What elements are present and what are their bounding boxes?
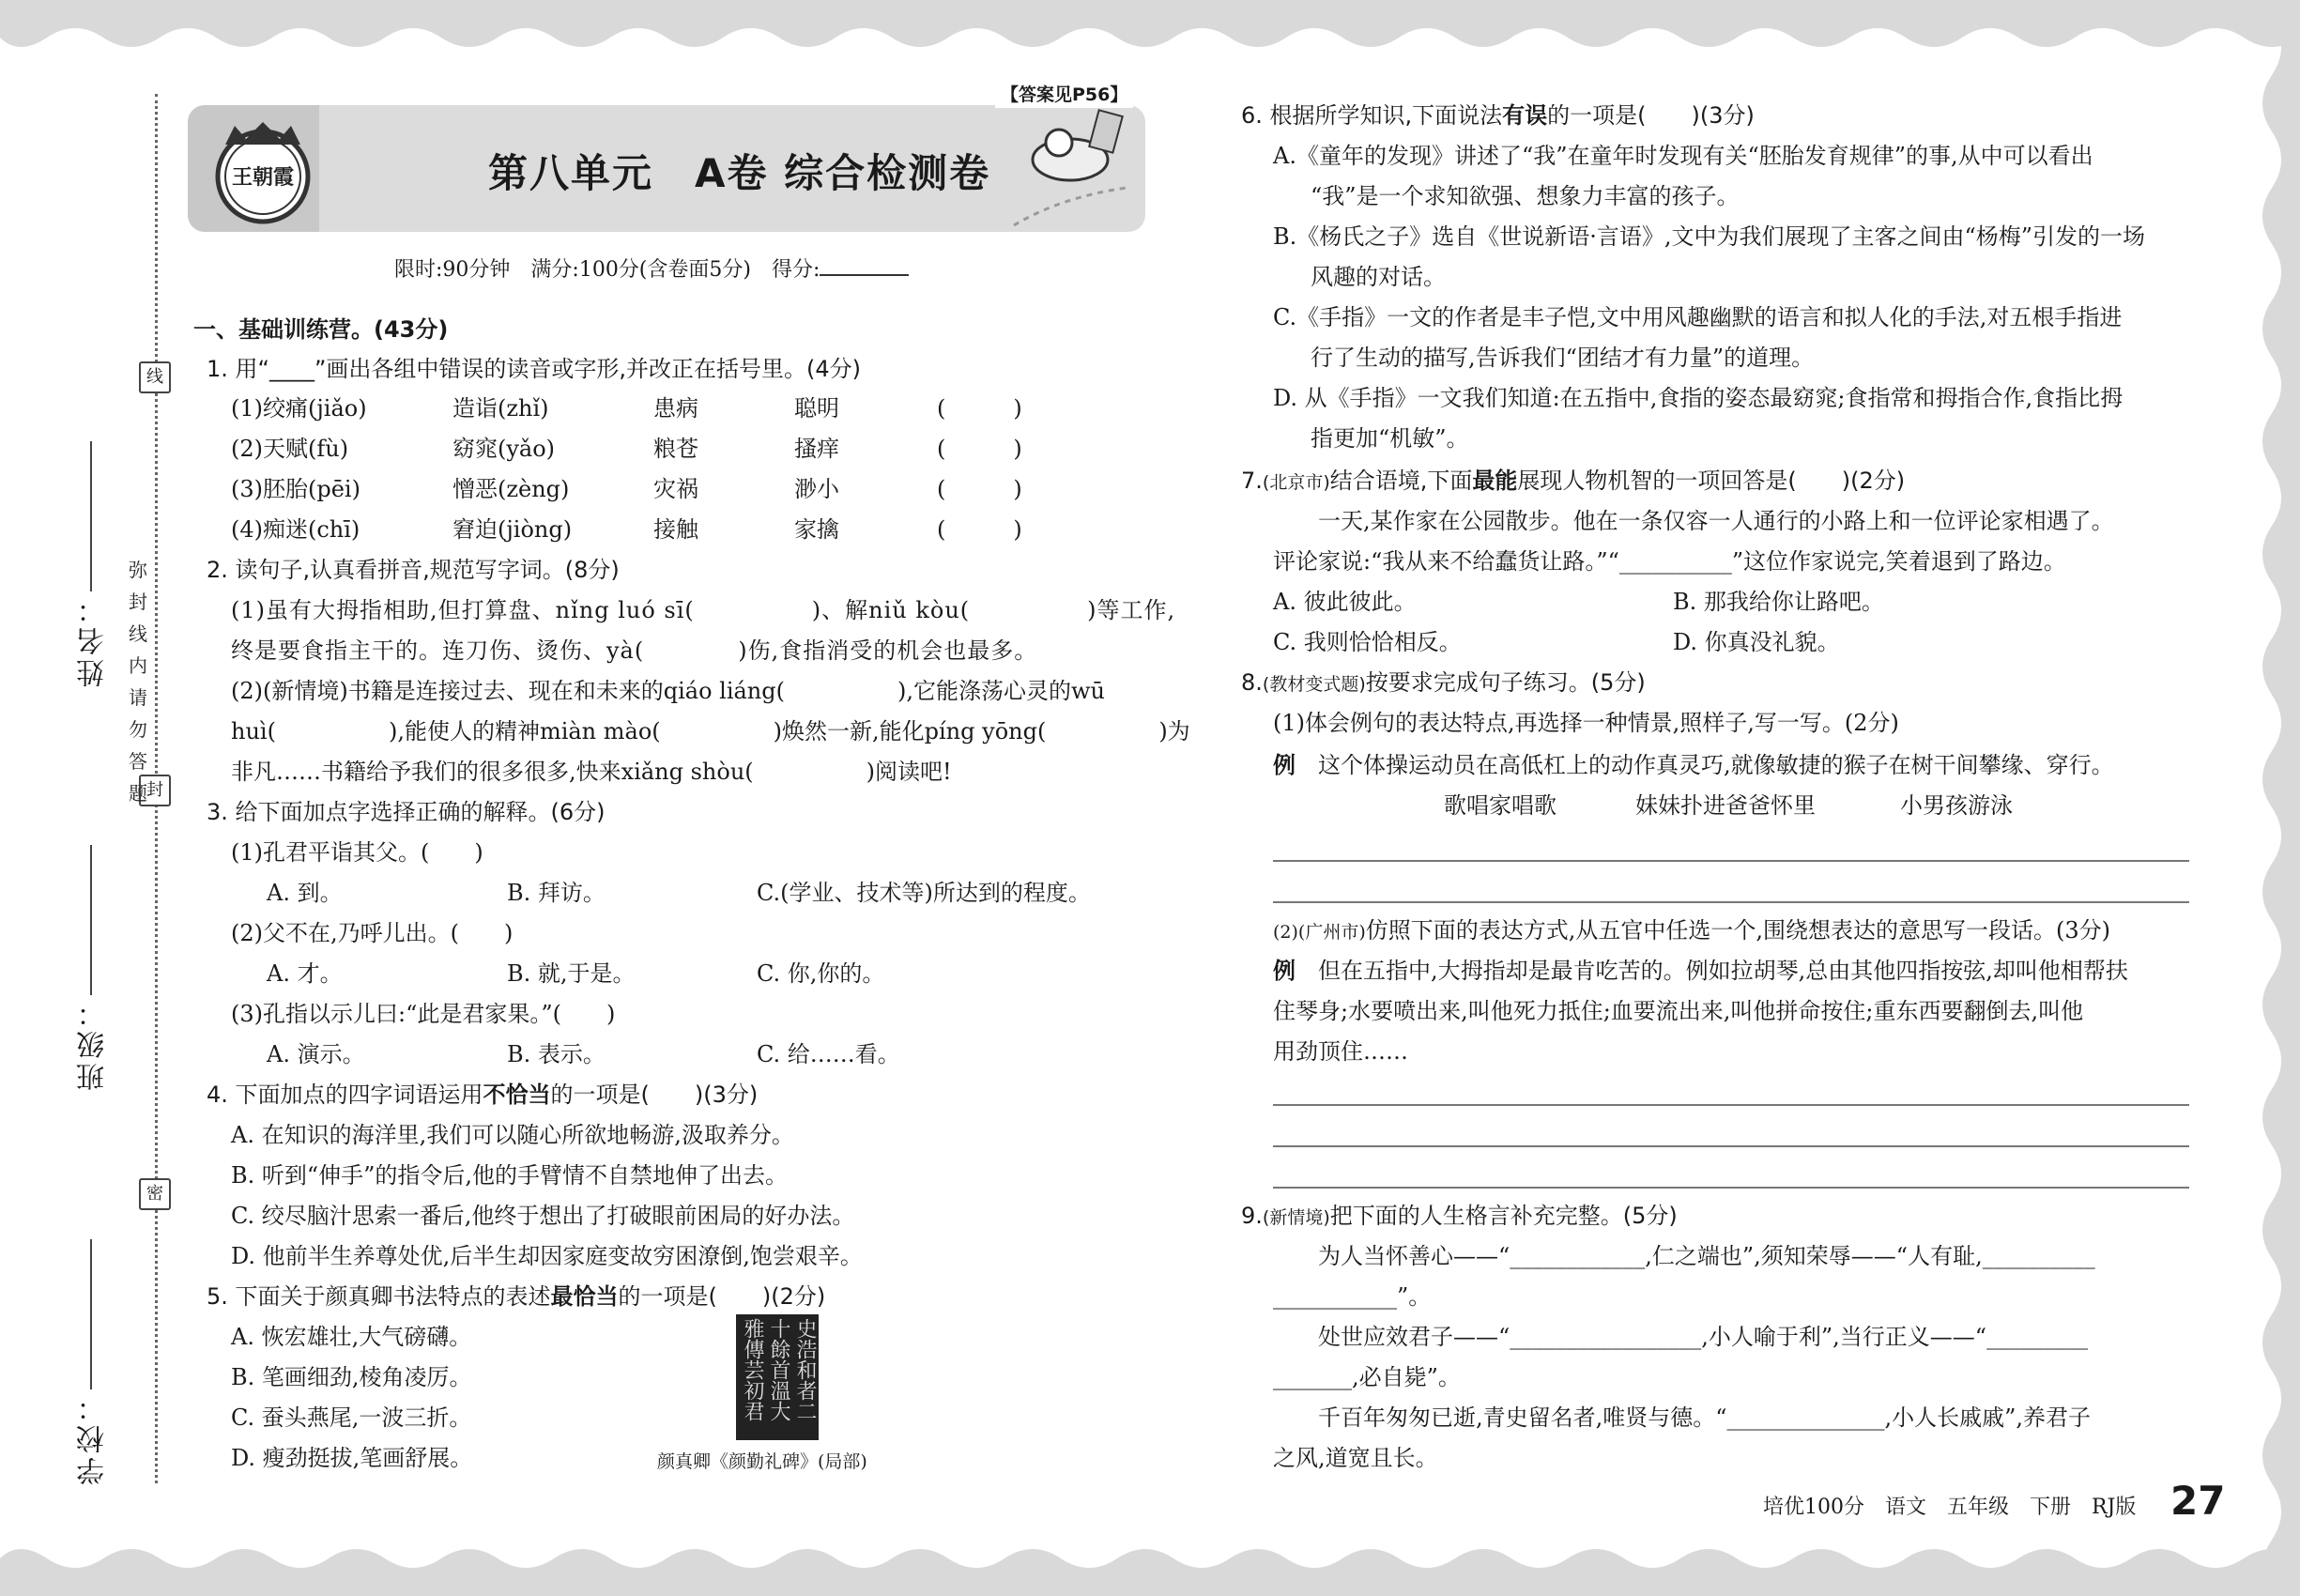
q8-2-text: 仿照下面的表达方式,从五官中任选一个,围绕想表达的意思写一段话。(3分): [1365, 917, 2111, 944]
q3-3-option-a[interactable]: A. 演示。: [267, 1041, 365, 1067]
q3-item-1: (1)孔君平诣其父。( ): [231, 839, 483, 866]
q8-2-example-line-1: [1273, 957, 2128, 985]
answer-line[interactable]: [1273, 1145, 2189, 1147]
example-label: 例: [1273, 958, 1296, 984]
q8-2-source: (2)(广州市): [1273, 922, 1366, 943]
q7-option-a[interactable]: A. 彼此彼此。: [1273, 589, 1417, 615]
name-label: 姓名：: [77, 591, 110, 687]
q1-cell: 窈窕(yǎo): [452, 436, 556, 462]
q1-cell: (3)胚胎(pēi): [231, 476, 360, 502]
answer-line[interactable]: [1273, 860, 2189, 862]
q1-cell: 家擒: [794, 516, 839, 543]
q6-option-b-cont: 风趣的对话。: [1311, 264, 1446, 290]
q8-choice-2[interactable]: 妹妹扑进爸爸怀里: [1635, 792, 1816, 819]
q7-emphasis: 最能: [1472, 468, 1518, 494]
q7-passage-1: 一天,某作家在公园散步。他在一条仅容一人通行的小路上和一位评论家相遇了。: [1318, 508, 2114, 534]
school-label: 学校：: [77, 1389, 110, 1485]
book-info: 培优100分 语文 五年级 下册 RJ版: [1763, 1496, 2137, 1519]
q8-choice-1[interactable]: 歌唱家唱歌: [1444, 792, 1556, 819]
q5-option-b[interactable]: B. 笔画细劲,棱角凌厉。: [231, 1364, 472, 1390]
calligraphy-image: [736, 1314, 819, 1440]
q2-line-5: 非凡……书籍给予我们的很多很多,快来xiǎng shòu( )阅读吧!: [231, 759, 952, 785]
q7-option-b[interactable]: B. 那我给你让路吧。: [1673, 589, 1884, 615]
answer-line[interactable]: [1273, 1187, 2189, 1189]
q1-cell: 渺小: [794, 476, 839, 502]
q6-option-a[interactable]: A.《童年的发现》讲述了“我”在童年时发现有关“胚胎发育规律”的事,从中可以看出: [1273, 143, 2093, 169]
q1-cell: (1)绞痛(jiǎo): [231, 395, 367, 422]
q1-answer-blank[interactable]: ( ): [937, 476, 1022, 502]
q4-option-b[interactable]: B. 听到“伸手”的指令后,他的手臂情不自禁地伸了出去。: [231, 1162, 789, 1189]
q4-text-end: 的一项是( )(3分): [550, 1082, 759, 1108]
binding-mark-line: 线: [139, 361, 171, 393]
calligraphy-column: 雅傳芸初君: [741, 1318, 764, 1421]
q3-1-option-b[interactable]: B. 拜访。: [507, 880, 606, 906]
q3-1-option-a[interactable]: A. 到。: [267, 880, 343, 906]
q1-cell: 粮苍: [653, 436, 698, 462]
question-3: 3. 给下面加点字选择正确的解释。(6分): [207, 799, 606, 825]
q1-cell: 接触: [653, 516, 698, 543]
class-field[interactable]: [73, 845, 115, 1091]
q6-option-c-cont: 行了生动的描写,告诉我们“团结才有力量”的道理。: [1311, 345, 1815, 371]
q7-text-end: 展现人物机智的一项回答是( )(2分): [1517, 468, 1906, 494]
q8-text: 按要求完成句子练习。(5分): [1365, 669, 1646, 696]
q1-cell: 患病: [653, 395, 698, 422]
question-2: 2. 读句子,认真看拼音,规范写字词。(8分): [207, 557, 620, 583]
q7-passage-2: 评论家说:“我从来不给蠢货让路。”“__________”这位作家说完,笑着退到了路边。: [1273, 548, 2066, 575]
q2-line-4: huì( ),能使人的精神miàn mào( )焕然一新,能化píng yōng( )为: [231, 718, 1190, 744]
q7-text: 结合语境,下面: [1329, 468, 1473, 494]
q1-cell: (2)天赋(fù): [231, 436, 349, 462]
q9-number: 9.: [1241, 1203, 1263, 1229]
q4-emphasis: 不恰当: [483, 1082, 551, 1108]
q5-option-a[interactable]: A. 恢宏雄壮,大气磅礴。: [231, 1324, 472, 1350]
question-7: [1241, 467, 1905, 497]
q3-2-option-c[interactable]: C. 你,你的。: [757, 960, 885, 987]
q5-option-d[interactable]: D. 瘦劲挺拔,笔画舒展。: [231, 1445, 473, 1471]
q9-text: 把下面的人生格言补充完整。(5分): [1329, 1203, 1678, 1229]
question-6: [1241, 101, 1755, 130]
class-label: 班级：: [77, 995, 110, 1091]
school-field[interactable]: [73, 1239, 115, 1485]
calligraphy-caption: 颜真卿《颜勤礼碑》(局部): [657, 1451, 867, 1472]
q8-part-2: [1273, 916, 2110, 946]
torn-edge-right: [2234, 0, 2300, 1596]
q7-number: 7.: [1241, 468, 1263, 494]
name-field[interactable]: [73, 441, 115, 687]
q1-cell: (4)痴迷(chī): [231, 516, 360, 543]
q5-text: 5. 下面关于颜真卿书法特点的表述: [207, 1283, 551, 1310]
binding-notice: 弥封线内请勿答题: [129, 559, 147, 805]
q8-example-text: 这个体操运动员在高低杠上的动作真灵巧,就像敏捷的猴子在树干间攀缘、穿行。: [1318, 752, 2114, 778]
torn-edge-top: [0, 0, 2300, 66]
answer-line[interactable]: [1273, 1104, 2189, 1106]
question-9: [1241, 1202, 1678, 1232]
q8-number: 8.: [1241, 669, 1263, 696]
question-1: 1. 用“____”画出各组中错误的读音或字形,并改正在括号里。(4分): [207, 356, 862, 382]
answer-reference-tag: 【答案见P56】: [995, 79, 1133, 108]
q5-text-end: 的一项是( )(2分): [618, 1283, 826, 1310]
q6-text: 6. 根据所学知识,下面说法: [1241, 102, 1503, 129]
q9-line-2[interactable]: ___________”。: [1273, 1283, 1432, 1310]
q1-answer-blank[interactable]: ( ): [937, 516, 1022, 543]
q5-option-c[interactable]: C. 蚕头燕尾,一波三折。: [231, 1404, 472, 1431]
q4-text: 4. 下面加点的四字词语运用: [207, 1082, 483, 1108]
q2-line-3: (2)(新情境)书籍是连接过去、现在和未来的qiáo liáng( ),它能涤荡心灵的wū: [231, 678, 1105, 704]
q6-option-a-cont: “我”是一个求知欲强、想象力丰富的孩子。: [1311, 183, 1740, 209]
q9-line-4[interactable]: _______,必自毙”。: [1273, 1364, 1461, 1390]
q1-cell: 聪明: [794, 395, 839, 422]
q3-3-option-c[interactable]: C. 给……看。: [757, 1041, 900, 1067]
q7-option-d[interactable]: D. 你真没礼貌。: [1673, 629, 1840, 655]
q6-option-d-cont: 指更加“机敏”。: [1311, 425, 1469, 452]
q1-cell: 憎恶(zèng): [452, 476, 570, 502]
q3-1-option-c[interactable]: C.(学业、技术等)所达到的程度。: [757, 880, 1091, 906]
q8-2-example-text: 但在五指中,大拇指却是最肯吃苦的。例如拉胡琴,总由其他四指按弦,却叫他相帮扶: [1318, 958, 2128, 984]
q1-cell: 灾祸: [653, 476, 698, 502]
q7-source: (北京市): [1262, 472, 1330, 493]
q8-choice-3[interactable]: 小男孩游泳: [1900, 792, 2013, 819]
q8-source: (教材变式题): [1262, 674, 1366, 695]
q5-emphasis: 最恰当: [550, 1283, 619, 1310]
q6-option-b[interactable]: B.《杨氏之子》选自《世说新语·言语》,文中为我们展现了主客之间由“杨梅”引发的一场: [1273, 223, 2146, 250]
q1-answer-blank[interactable]: ( ): [937, 436, 1022, 462]
q8-2-example-line-3: 用劲顶住……: [1273, 1038, 1408, 1065]
q9-line-6: 之风,道宽且长。: [1273, 1445, 1438, 1471]
binding-mark-secret: 密: [139, 1178, 171, 1210]
q4-option-a[interactable]: A. 在知识的海洋里,我们可以随心所欲地畅游,汲取养分。: [231, 1122, 794, 1148]
question-4: [207, 1081, 758, 1109]
calligraphy-column: 史浩和者二: [793, 1318, 817, 1421]
q4-option-c[interactable]: C. 绞尽脑汁思索一番后,他终于想出了打破眼前困局的好办法。: [231, 1203, 855, 1229]
answer-line[interactable]: [1273, 901, 2189, 903]
q9-line-3[interactable]: 处世应效君子——“_________________,小人喻于利”,当行正义——“_________: [1318, 1324, 2089, 1350]
question-5: [207, 1282, 825, 1311]
exam-limit-info: [394, 253, 909, 283]
q2-line-2: 终是要食指主干的。连刀伤、烫伤、yà( )伤,食指消受的机会也最多。: [231, 637, 1038, 664]
q1-cell: 造诣(zhǐ): [452, 395, 549, 422]
q9-line-5[interactable]: 千百年匆匆已逝,青史留名者,唯贤与德。“______________,小人长戚戚”,养君子: [1318, 1404, 2092, 1431]
q1-answer-blank[interactable]: ( ): [937, 395, 1022, 422]
page-title: 第八单元 A卷 综合检测卷: [488, 150, 991, 196]
binding-mark-seal: 封: [139, 775, 171, 806]
logo-text: 王朝霞: [231, 165, 295, 190]
q4-option-d[interactable]: D. 他前半生养尊处优,后半生却因家庭变故穷困潦倒,饱尝艰辛。: [231, 1243, 863, 1269]
example-label: 例: [1273, 752, 1296, 778]
q2-line-1: (1)虽有大拇指相助,但打算盘、nǐng luó sī( )、解niǔ kòu( )等工作,: [231, 597, 1176, 623]
q3-item-3: (3)孔指以示儿曰:“此是君家果。”( ): [231, 1001, 616, 1027]
q1-cell: 搔痒: [794, 436, 839, 462]
publisher-logo-icon: [207, 118, 319, 231]
q6-text-end: 的一项是( )(3分): [1547, 102, 1755, 129]
q3-3-option-b[interactable]: B. 表示。: [507, 1041, 606, 1067]
q8-part-1: (1)体会例句的表达特点,再选择一种情景,照样子,写一写。(2分): [1273, 710, 1899, 736]
q8-2-example-line-2: 住琴身;水要喷出来,叫他死力抵住;血要流出来,叫他拼命按住;重东西要翻倒去,叫他: [1273, 998, 2084, 1024]
question-8: [1241, 668, 1646, 698]
q3-2-option-a[interactable]: A. 才。: [267, 960, 343, 987]
limit-text: 限时:90分钟 满分:100分(含卷面5分) 得分:: [394, 258, 820, 282]
q6-option-d[interactable]: D. 从《手指》一文我们知道:在五指中,食指的姿态最窈窕;食指常和拇指合作,食指比拇: [1273, 385, 2124, 411]
page-number: 27: [2170, 1478, 2226, 1524]
q3-item-2: (2)父不在,乃呼儿出。( ): [231, 920, 514, 946]
q9-line-1[interactable]: 为人当怀善心——“____________,仁之端也”,须知荣辱——“人有耻,__________: [1318, 1243, 2095, 1269]
q3-2-option-b[interactable]: B. 就,于是。: [507, 960, 636, 987]
calligraphy-column: 十餘首溫大: [767, 1318, 790, 1421]
q1-cell: 窘迫(jiòng): [452, 516, 573, 543]
torn-edge-bottom: [0, 1530, 2300, 1596]
cartoon-decoration-icon: [986, 94, 1155, 235]
score-blank[interactable]: [820, 255, 909, 276]
q6-option-c[interactable]: C.《手指》一文的作者是丰子恺,文中用风趣幽默的语言和拟人化的手法,对五根手指进: [1273, 304, 2123, 330]
section-heading: 一、基础训练营。(43分): [193, 316, 449, 343]
q7-option-c[interactable]: C. 我则恰恰相反。: [1273, 629, 1462, 655]
q6-emphasis: 有误: [1502, 102, 1548, 129]
q9-source: (新情境): [1262, 1207, 1330, 1228]
q8-example: [1273, 751, 2114, 779]
